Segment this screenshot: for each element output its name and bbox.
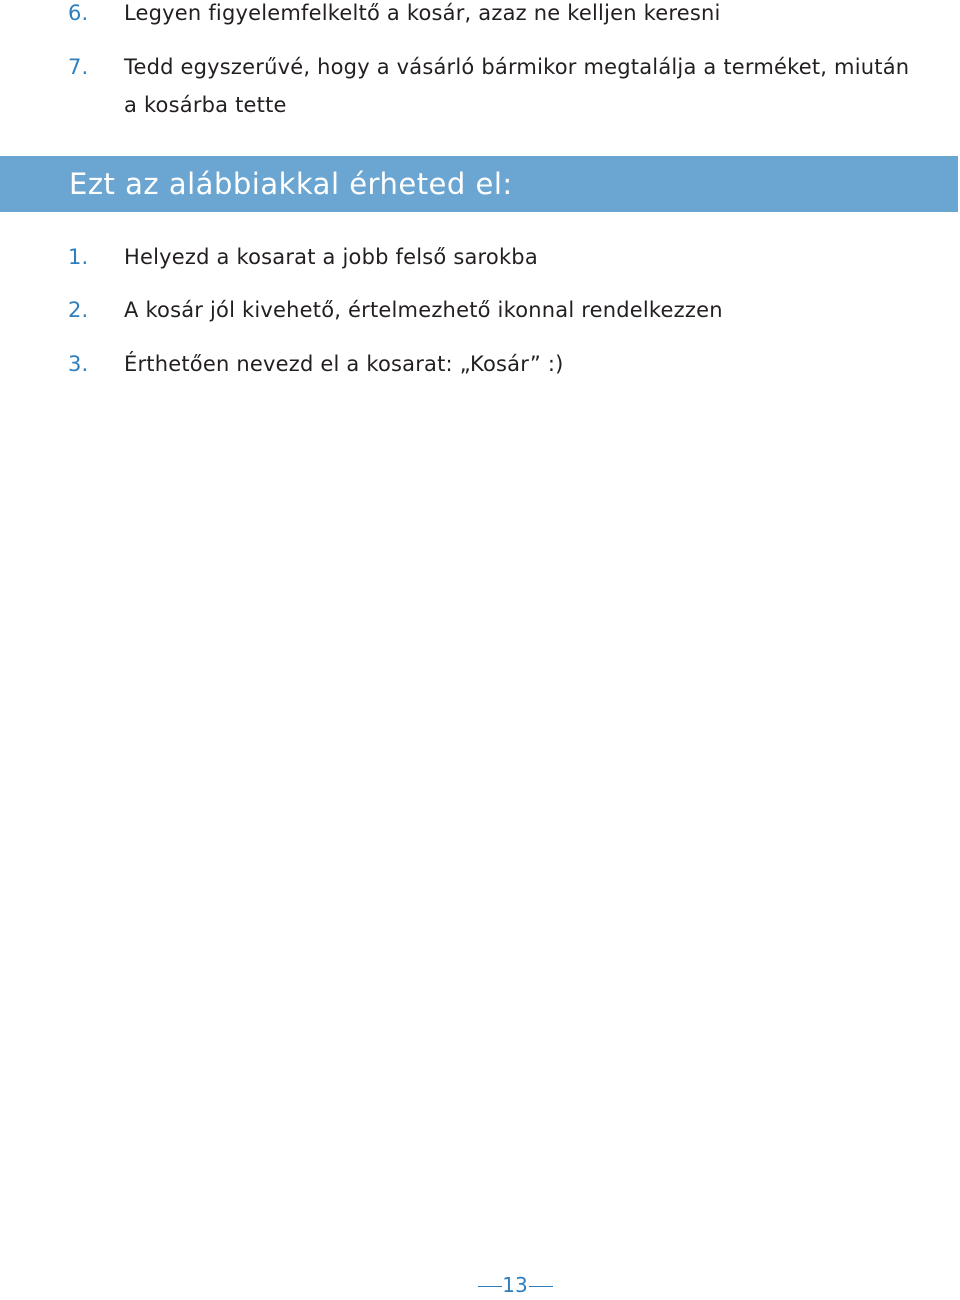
list-text: Legyen figyelemfelkeltő a kosár, azaz ne kelljen keresni xyxy=(124,1,721,25)
step-text: Érthetően nevezd el a kosarat: „Kosár” :) xyxy=(124,352,564,376)
step-text: A kosár jól kivehető, értelmezhető ikonnal rendelkezzen xyxy=(124,298,723,322)
step-number: 1. xyxy=(68,245,89,269)
section-title: Ezt az alábbiakkal érheted el: xyxy=(69,167,513,201)
step-number: 2. xyxy=(68,298,89,322)
list-number: 6. xyxy=(68,1,89,25)
page-number-right-dash xyxy=(529,1286,553,1287)
list-text-continuation: a kosárba tette xyxy=(124,93,287,117)
list-number: 7. xyxy=(68,55,89,79)
section-banner xyxy=(0,156,958,212)
page-number-left-dash xyxy=(478,1286,502,1287)
page-number-footer xyxy=(0,1270,960,1300)
step-text: Helyezd a kosarat a jobb felső sarokba xyxy=(124,245,538,269)
step-number: 3. xyxy=(68,352,89,376)
page-number: 13 xyxy=(502,1273,528,1297)
list-text: Tedd egyszerűvé, hogy a vásárló bármikor megtalálja a terméket, miután xyxy=(124,55,910,79)
